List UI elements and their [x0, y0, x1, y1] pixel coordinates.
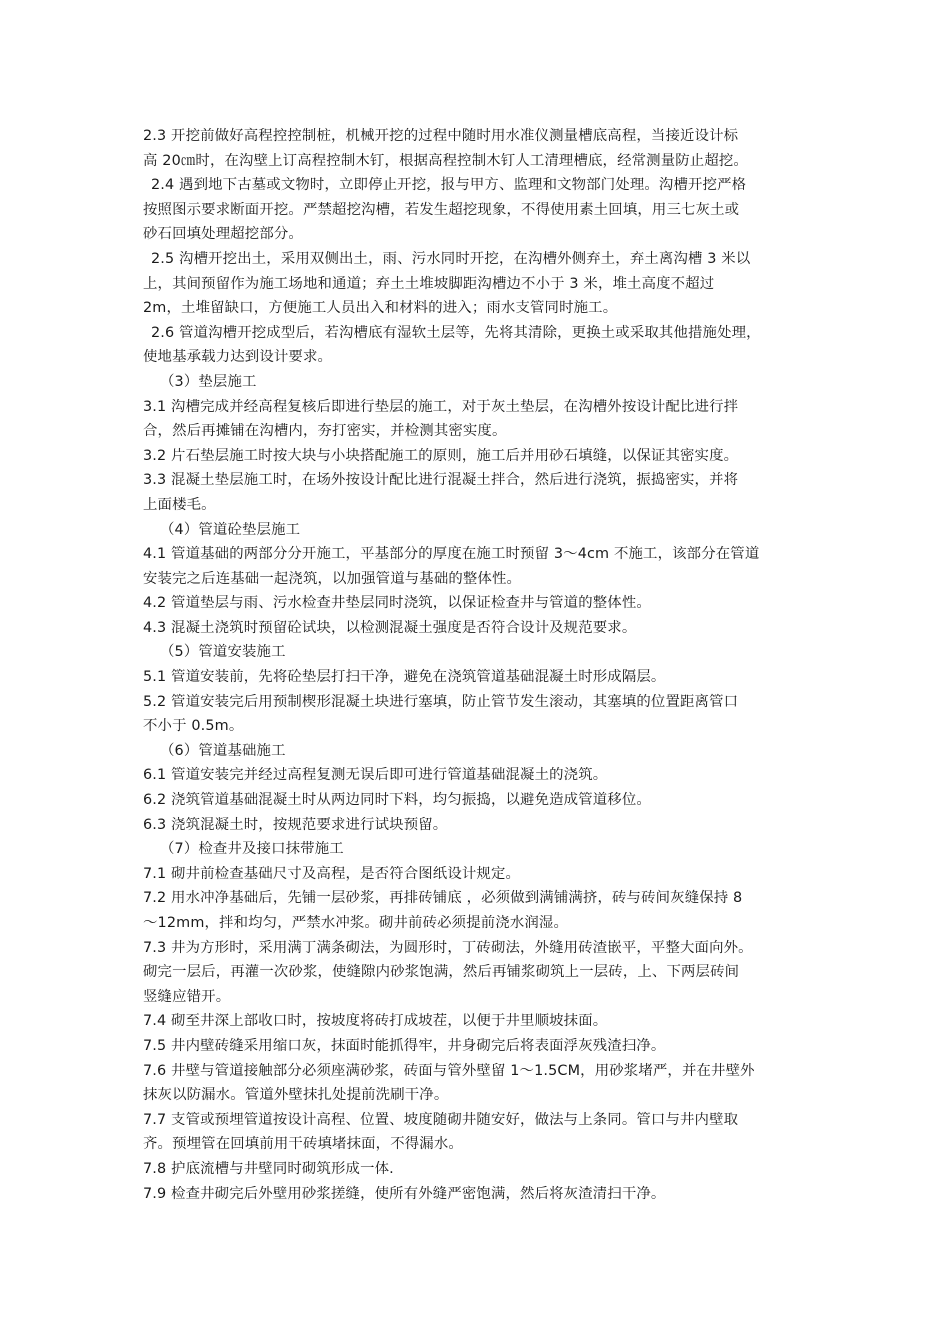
paragraph-line: 抹灰以防漏水。管道外壁抹扎处提前洗刷干净。: [143, 1087, 449, 1104]
paragraph-line: 2.6 管道沟槽开挖成型后，若沟槽底有湿软土层等，先将其清除，更换土或采取其他措施处理，: [151, 324, 761, 341]
section-heading: （3）垫层施工: [160, 373, 257, 390]
section-heading: （6）管道基础施工: [160, 742, 286, 759]
paragraph-line: 4.3 混凝土浇筑时预留砼试块，以检测混凝土强度是否符合设计及规范要求。: [143, 619, 637, 636]
paragraph-line: 7.8 护底流槽与井壁同时砌筑形成一体.: [143, 1160, 394, 1177]
paragraph-line: 按照图示要求断面开挖。严禁超挖沟槽，若发生超挖现象，不得使用素土回填，用三七灰土或: [143, 201, 740, 218]
paragraph-line: 竖缝应错开。: [143, 988, 231, 1005]
paragraph-line: 上，其间预留作为施工场地和通道；弃土土堆坡脚距沟槽边不小于 3 米，堆土高度不超过: [143, 275, 715, 292]
paragraph-line: 3.3 混凝土垫层施工时，在场外按设计配比进行混凝土拌合，然后进行浇筑，振捣密实，并将: [143, 472, 739, 489]
section-heading: （5）管道安装施工: [160, 644, 286, 661]
paragraph-line: 上面楼毛。: [143, 496, 216, 513]
paragraph-line: 5.2 管道安装完后用预制楔形混凝土块进行塞填，防止管节发生滚动，其塞填的位置距离管口: [143, 693, 739, 710]
paragraph-line: 2.3 开挖前做好高程控控制桩，机械开挖的过程中随时用水准仪测量槽底高程，当接近设计标: [143, 128, 739, 144]
paragraph-line: 砂石回填处理超挖部分。: [143, 226, 303, 243]
paragraph-line: 合，然后再摊铺在沟槽内，夯打密实，并检测其密实度。: [143, 423, 507, 440]
paragraph-line: 6.2 浇筑管道基础混凝土时从两边同时下料，均匀振捣，以避免造成管道移位。: [143, 792, 651, 809]
paragraph-line: 7.3 井为方形时，采用满丁满条砌法，为圆形时，丁砖砌法，外缝用砖渣嵌平，平整大面向外。: [143, 939, 753, 956]
paragraph-line: 7.2 用水冲净基础后，先铺一层砂浆，再排砖铺底 ，必须做到满铺满挤，砖与砖间灰缝保持 8: [143, 890, 743, 907]
paragraph-line: ～12mm，拌和均匀，严禁水冲浆。砌井前砖必须提前浇水润湿。: [143, 915, 569, 931]
paragraph-line: 3.1 沟槽完成并经高程复核后即进行垫层的施工，对于灰土垫层，在沟槽外按设计配比进行拌: [143, 398, 739, 415]
paragraph-line: 2.4 遇到地下古墓或文物时，立即停止开挖，报与甲方、监理和文物部门处理。沟槽开挖严格: [151, 177, 747, 194]
paragraph-line: 7.1 砌井前检查基础尺寸及高程，是否符合图纸设计规定。: [143, 865, 521, 882]
paragraph-line: 7.5 井内壁砖缝采用缩口灰，抹面时能抓得牢，井身砌完后将表面浮灰残渣扫净。: [143, 1037, 666, 1054]
paragraph-line: 安装完之后连基础一起浇筑，以加强管道与基础的整体性。: [143, 570, 522, 587]
paragraph-line: 6.1 管道安装完并经过高程复测无误后即可进行管道基础混凝土的浇筑。: [143, 767, 608, 784]
section-heading: （7）检查井及接口抹带施工: [160, 841, 344, 858]
section-heading: （4）管道砼垫层施工: [160, 521, 301, 538]
paragraph-line: 使地基承载力达到设计要求。: [143, 349, 333, 366]
paragraph-line: 7.9 检查井砌完后外壁用砂浆搓缝，使所有外缝严密饱满，然后将灰渣清扫干净。: [143, 1185, 666, 1202]
paragraph-line: 高 20㎝时，在沟壁上订高程控制木钉，根据高程控制木钉人工清理槽底，经常测量防止超挖。: [143, 152, 748, 169]
paragraph-line: 3.2 片石垫层施工时按大块与小块搭配施工的原则，施工后并用砂石填缝，以保证其密实度。: [143, 447, 739, 464]
paragraph-line: 7.6 井壁与管道接触部分必须座满砂浆，砖面与管外壁留 1～1.5CM，用砂浆堵严，并在井壁外: [143, 1062, 755, 1079]
paragraph-line: 4.2 管道垫层与雨、污水检查井垫层同时浇筑，以保证检查井与管道的整体性。: [143, 595, 651, 612]
paragraph-line: 4.1 管道基础的两部分分开施工，平基部分的厚度在施工时预留 3～4cm 不施工，该部分在管道: [143, 546, 760, 563]
paragraph-line: 5.1 管道安装前，先将砼垫层打扫干净，避免在浇筑管道基础混凝土时形成隔层。: [143, 669, 666, 686]
paragraph-line: 砌完一层后，再灌一次砂浆，使缝隙内砂浆饱满，然后再铺浆砌筑上一层砖，上、下两层砖间: [143, 964, 740, 981]
paragraph-line: 7.4 砌至井深上部收口时，按坡度将砖打成坡茬，以便于井里顺坡抹面。: [143, 1013, 608, 1030]
paragraph-line: 7.7 支管或预埋管道按设计高程、位置、坡度随砌井随安好，做法与上条同。管口与井内壁取: [143, 1111, 739, 1128]
paragraph-line: 2m，土堆留缺口，方便施工人员出入和材料的进入；雨水支管同时施工。: [143, 300, 618, 317]
document-body: [143, 124, 813, 1206]
paragraph-line: 6.3 浇筑混凝土时，按规范要求进行试块预留。: [143, 816, 448, 833]
paragraph-line: 齐。预埋管在回填前用干砖填堵抹面，不得漏水。: [143, 1136, 463, 1153]
paragraph-line: 2.5 沟槽开挖出土，采用双侧出土，雨、污水同时开挖，在沟槽外侧弃土，弃土离沟槽 3 米以: [151, 250, 751, 267]
paragraph-line: 不小于 0.5m。: [143, 718, 244, 735]
